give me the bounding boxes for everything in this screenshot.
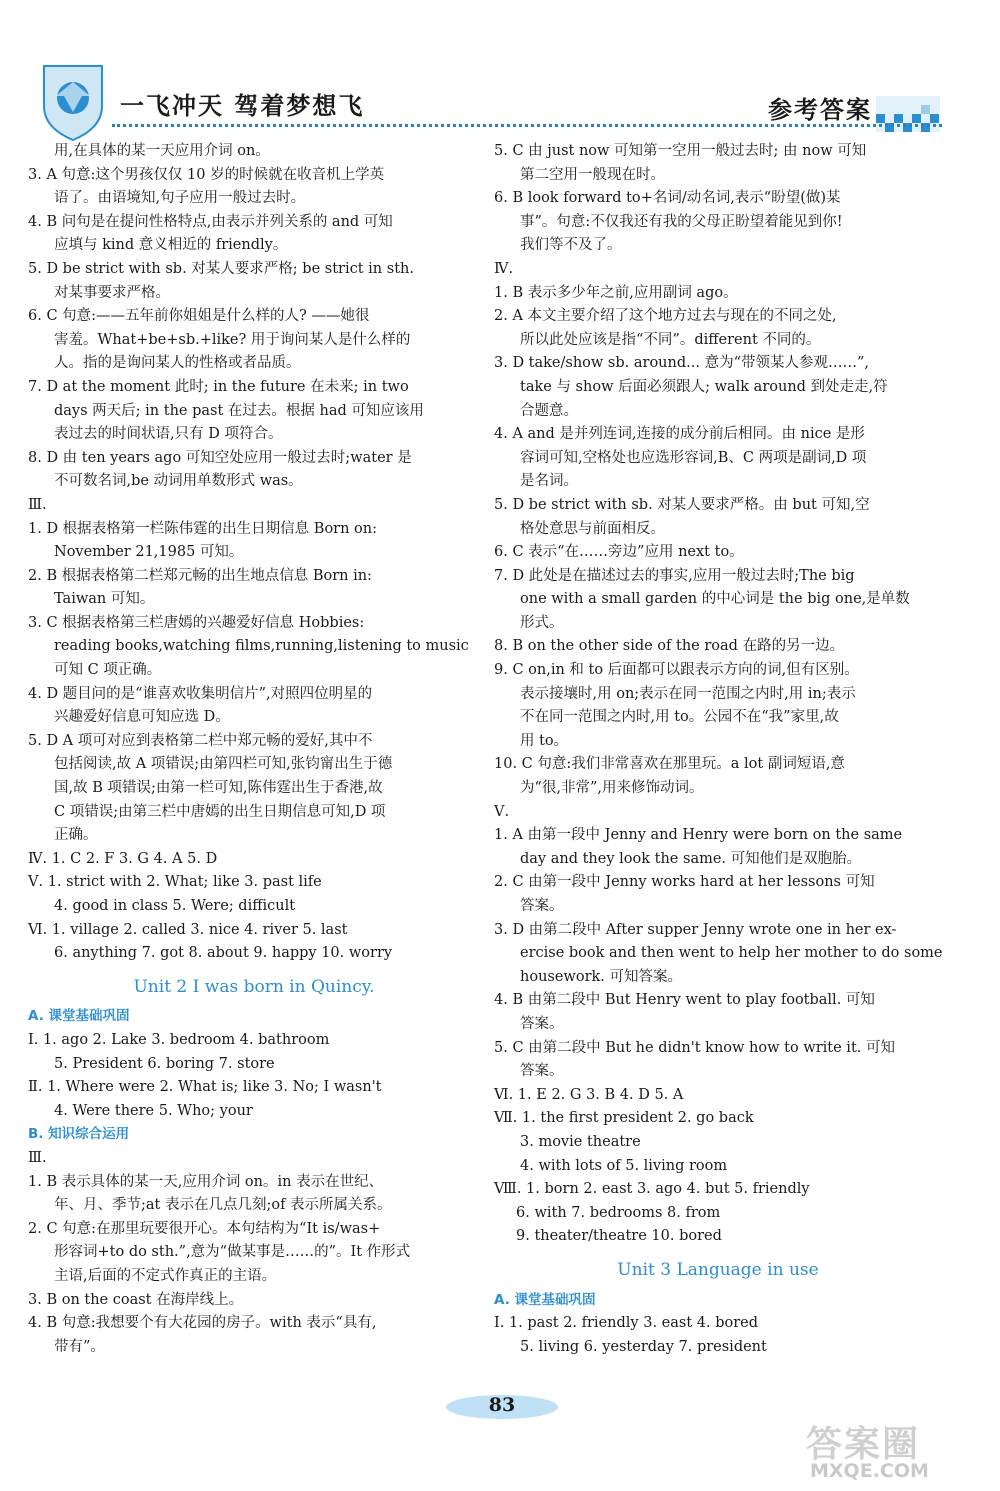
- answer-line: Ⅴ.: [494, 803, 510, 820]
- answer-line: Taiwan 可知。: [54, 591, 155, 608]
- answer-line: 语了。由语境知,句子应用一般过去时。: [54, 190, 306, 207]
- answer-line: 3. B on the coast 在海岸线上。: [28, 1291, 244, 1308]
- page-header: [0, 0, 1000, 140]
- answer-line: 表过去的时间状语,只有 D 项符合。: [54, 426, 283, 443]
- watermark-url: MXQE.COM: [810, 1460, 929, 1482]
- answer-line: 用,在具体的某一天应用介词 on。: [54, 143, 270, 159]
- answer-line: Ⅳ.: [494, 260, 514, 277]
- watermark-logo-text: 答案圈: [806, 1424, 921, 1465]
- page-number: 83: [488, 1394, 516, 1416]
- answer-line: 是名词。: [520, 473, 578, 490]
- answer-line: 合题意。: [520, 402, 578, 419]
- answer-line: 害羞。What+be+sb.+like? 用于询问某人是什么样的: [54, 331, 411, 348]
- answer-line: 1. B 表示多少年之前,应用副词 ago。: [494, 284, 738, 301]
- answer-line: 形容词+to do sth.”,意为“做某事是……的”。It 作形式: [54, 1244, 411, 1261]
- answer-line: 6. C 句意:——五年前你姐姐是什么样的人? ——她很: [28, 308, 370, 325]
- answer-line: 2. C 由第一段中 Jenny works hard at her lessons 可知: [494, 874, 875, 891]
- answer-line: C 项错误;由第三栏中唐嫣的出生日期信息可知,D 项: [54, 803, 386, 820]
- answer-line: 8. D 由 ten years ago 可知空处应用一般过去时;water 是: [28, 449, 412, 466]
- answer-line: 1. A 由第一段中 Jenny and Henry were born on the same: [494, 827, 903, 844]
- answer-line: Ⅵ. 1. village 2. called 3. nice 4. river 5. last: [28, 921, 348, 938]
- answer-line: housework. 可知答案。: [520, 968, 683, 985]
- answer-line: Ⅶ. 1. the first president 2. go back: [494, 1110, 754, 1127]
- answer-line: 4. A and 是并列连词,连接的成分前后相同。由 nice 是形: [494, 426, 865, 443]
- answer-line: 第二空用一般现在时。: [520, 166, 665, 183]
- answer-line: 4. Were there 5. Who; your: [54, 1102, 253, 1119]
- answer-line: 兴趣爱好信息可知应选 D。: [54, 709, 230, 726]
- answer-line: 1. B 表示具体的某一天,应用介词 on。in 表示在世纪、: [28, 1173, 384, 1190]
- answer-line: 国,故 B 项错误;由第一栏可知,陈伟霆出生于香港,故: [54, 780, 383, 797]
- answer-line: 4. with lots of 5. living room: [520, 1157, 728, 1174]
- unit-title: Unit 3 Language in use: [617, 1259, 819, 1280]
- answer-line: day and they look the same. 可知他们是双胞胎。: [520, 850, 862, 867]
- answer-line: 9. C on,in 和 to 后面都可以跟表示方向的词,但有区别。: [494, 662, 859, 679]
- answer-line: one with a small garden 的中心词是 the big one,是单数: [520, 591, 910, 608]
- answer-line: 2. C 句意:在那里玩要很开心。本句结构为“It is/was+: [28, 1220, 381, 1237]
- answer-line: 4. good in class 5. Were; difficult: [54, 898, 296, 914]
- header-divider: [112, 124, 942, 127]
- section-heading: A. 课堂基础巩固: [494, 1291, 596, 1308]
- answer-line: 6. with 7. bedrooms 8. from: [516, 1204, 721, 1221]
- header-slogan: 一飞冲天 驾着梦想飞: [120, 91, 365, 120]
- answer-line: 不在同一范围之内时,用 to。公园不在“我”家里,故: [520, 709, 839, 726]
- answer-line: 4. B 问句是在提问性格特点,由表示并列关系的 and 可知: [28, 213, 393, 230]
- answer-line: 人。指的是询问某人的性格或者品质。: [54, 355, 301, 372]
- answer-line: 形式。: [520, 614, 564, 631]
- answer-line: Ⅰ. 1. ago 2. Lake 3. bedroom 4. bathroom: [28, 1031, 330, 1048]
- answer-line: 3. A 句意:这个男孩仅仅 10 岁的时候就在收音机上学英: [28, 166, 385, 183]
- answer-line: Ⅷ. 1. born 2. east 3. ago 4. but 5. friendly: [494, 1181, 810, 1198]
- answer-line: Ⅴ. 1. strict with 2. What; like 3. past life: [28, 874, 322, 891]
- answer-line: 主语,后面的不定式作真正的主语。: [54, 1267, 277, 1284]
- section-heading: B. 知识综合运用: [28, 1126, 130, 1143]
- answer-line: 5. D be strict with sb. 对某人要求严格。由 but 可知,空: [494, 496, 870, 513]
- left-column: [28, 140, 480, 1359]
- answer-line: 3. C 根据表格第三栏唐嫣的兴趣爱好信息 Hobbies:: [28, 614, 365, 631]
- answer-line: 5. D be strict with sb. 对某人要求严格; be strict in sth.: [28, 260, 414, 277]
- answer-line: Ⅲ.: [28, 496, 47, 513]
- answer-line: 6. B look forward to+名词/动名词,表示“盼望(做)某: [494, 190, 841, 207]
- answer-line: 可知 C 项正确。: [54, 662, 162, 679]
- answer-line: 5. D A 项可对应到表格第二栏中郑元畅的爱好,其中不: [28, 732, 373, 749]
- answer-line: 6. anything 7. got 8. about 9. happy 10. worry: [54, 945, 393, 962]
- answer-line: 事”。句意:不仅我还有我的父母正盼望着能见到你!: [520, 213, 843, 230]
- right-column: [494, 140, 942, 1359]
- answer-line: 3. D take/show sb. around... 意为“带领某人参观……”,: [494, 355, 870, 372]
- answer-line: 3. movie theatre: [520, 1133, 641, 1150]
- unit-title: Unit 2 I was born in Quincy.: [133, 976, 375, 997]
- emblem-icon: [38, 62, 108, 142]
- answer-line: 4. D 题目问的是“谁喜欢收集明信片”,对照四位明星的: [28, 685, 373, 702]
- answer-line: 6. C 表示“在……旁边”应用 next to。: [494, 544, 744, 561]
- answer-line: Ⅱ. 1. Where were 2. What is; like 3. No; I wasn't: [28, 1079, 382, 1096]
- answer-line: 答案。: [520, 1063, 564, 1080]
- answer-line: 4. B 句意:我想要个有大花园的房子。with 表示“具有,: [28, 1315, 377, 1332]
- answer-line: Ⅳ. 1. C 2. F 3. G 4. A 5. D: [28, 850, 218, 867]
- answer-line: 不可数名词,be 动词用单数形式 was。: [54, 473, 303, 490]
- answer-line: 7. D 此处是在描述过去的事实,应用一般过去时;The big: [494, 567, 855, 584]
- answer-line: 容词可知,空格处也应选形容词,B、C 两项是副词,D 项: [520, 449, 867, 466]
- answer-line: 用 to。: [520, 732, 569, 749]
- answer-line: 格处意思与前面相反。: [520, 520, 665, 537]
- answer-line: November 21,1985 可知。: [54, 544, 244, 561]
- answer-line: 所以此处应该是指“不同”。different 不同的。: [520, 331, 821, 348]
- answer-line: Ⅵ. 1. E 2. G 3. B 4. D 5. A: [494, 1086, 684, 1103]
- answer-line: 7. D at the moment 此时; in the future 在未来; in two: [28, 378, 409, 395]
- answer-line: Ⅰ. 1. past 2. friendly 3. east 4. bored: [494, 1315, 759, 1332]
- page-number-badge: [444, 1390, 560, 1424]
- header-section-title: 参考答案: [768, 95, 872, 124]
- answer-line: 为“很,非常”,用来修饰动词。: [520, 780, 704, 797]
- answer-line: 9. theater/theatre 10. bored: [516, 1228, 722, 1245]
- answer-line: 1. D 根据表格第一栏陈伟霆的出生日期信息 Born on:: [28, 520, 378, 537]
- answer-line: 5. President 6. boring 7. store: [54, 1055, 275, 1072]
- answer-line: 答案。: [520, 1015, 564, 1032]
- answer-line: 10. C 句意:我们非常喜欢在那里玩。a lot 副词短语,意: [494, 756, 845, 773]
- answer-line: 8. B on the other side of the road 在路的另一边。: [494, 638, 845, 655]
- answer-line: 5. living 6. yesterday 7. president: [520, 1338, 767, 1355]
- answer-line: 年、月、季节;at 表示在几点几刻;of 表示所属关系。: [54, 1197, 392, 1214]
- answer-line: 4. B 由第二段中 But Henry went to play football. 可知: [494, 992, 875, 1009]
- answer-line: 表示接壤时,用 on;表示在同一范围之内时,用 in;表示: [520, 685, 856, 702]
- answer-line: Ⅲ.: [28, 1149, 47, 1166]
- answer-line: 2. B 根据表格第二栏郑元畅的出生地点信息 Born in:: [28, 567, 372, 584]
- answer-line: 带有”。: [54, 1338, 105, 1355]
- answer-line: days 两天后; in the past 在过去。根据 had 可知应该用: [54, 402, 424, 419]
- answer-line: 对某事要求严格。: [54, 284, 170, 301]
- section-heading: A. 课堂基础巩固: [28, 1008, 130, 1025]
- answer-line: ercise book and then went to help her mother to do some: [520, 945, 943, 962]
- answer-line: 正确。: [54, 827, 98, 844]
- watermark: [800, 1416, 990, 1486]
- answer-line: take 与 show 后面必须跟人; walk around 到处走走,符: [520, 378, 888, 395]
- answer-line: reading books,watching films,running,listening to music: [54, 638, 469, 655]
- answer-line: 2. A 本文主要介绍了这个地方过去与现在的不同之处,: [494, 308, 837, 325]
- answer-line: 包括阅读,故 A 项错误;由第四栏可知,张钧甯出生于德: [54, 756, 393, 773]
- answer-line: 我们等不及了。: [520, 237, 622, 254]
- answer-line: 5. C 由第二段中 But he didn't know how to write it. 可知: [494, 1039, 895, 1056]
- answer-line: 应填与 kind 意义相近的 friendly。: [54, 237, 288, 254]
- answer-line: 3. D 由第二段中 After supper Jenny wrote one in her ex-: [494, 921, 897, 938]
- answer-line: 5. C 由 just now 可知第一空用一般过去时; 由 now 可知: [494, 143, 867, 159]
- answer-line: 答案。: [520, 898, 564, 914]
